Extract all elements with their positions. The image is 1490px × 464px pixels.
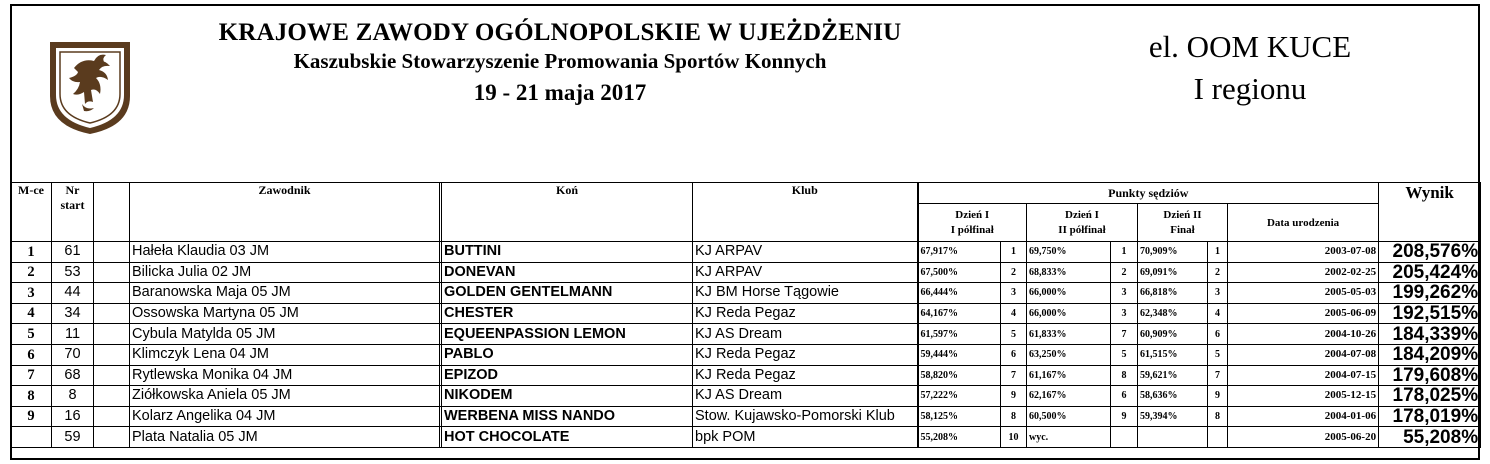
day1-semi2-line1: Dzień I — [1065, 208, 1099, 221]
day2-final-score-cell — [1138, 427, 1208, 448]
start-number-cell: 61 — [52, 242, 94, 263]
col-header-place: M-ce — [11, 183, 52, 242]
day1-semi1-rank-cell: 3 — [1001, 283, 1027, 304]
day1-semi1-rank-cell: 6 — [1001, 344, 1027, 365]
col-header-birth-date: Data urodzenia — [1228, 204, 1379, 242]
day1-semi2-rank-cell: 7 — [1111, 324, 1138, 345]
birth-date-cell: 2004-07-15 — [1228, 365, 1379, 386]
table-row — [11, 262, 1481, 283]
competition-title: KRAJOWE ZAWODY OGÓLNOPOLSKIE W UJEŻDŻENIU — [218, 19, 902, 46]
start-number-cell: 68 — [52, 365, 94, 386]
day2-final-rank-cell: 2 — [1208, 262, 1228, 283]
day1-semi1-rank-cell: 7 — [1001, 365, 1027, 386]
day2-final-rank-cell: 1 — [1208, 242, 1228, 263]
day1-semi1-score-cell: 58,125% — [918, 406, 1001, 427]
club-cell: KJ AS Dream — [693, 386, 918, 407]
blank-cell — [94, 344, 130, 365]
col-header-club: Klub — [693, 183, 918, 242]
table-row — [11, 344, 1481, 365]
day1-semi1-score-cell: 55,208% — [918, 427, 1001, 448]
day1-semi2-score-cell: 63,250% — [1027, 344, 1111, 365]
organizer-name: Kaszubskie Stowarzyszenie Promowania Sportów Konnych — [293, 49, 827, 73]
day1-semi1-score-cell: 64,167% — [918, 303, 1001, 324]
rider-name-cell: Bilicka Julia 02 JM — [130, 262, 440, 283]
day1-semi2-rank-cell: 6 — [1111, 386, 1138, 407]
place-cell: 9 — [11, 406, 52, 427]
table-row — [11, 406, 1481, 427]
day1-semi2-score-cell: 62,167% — [1027, 386, 1111, 407]
day2-final-rank-cell: 8 — [1208, 406, 1228, 427]
rider-name-cell: Cybula Matylda 05 JM — [130, 324, 440, 345]
blank-cell — [94, 324, 130, 345]
day1-semi1-rank-cell: 5 — [1001, 324, 1027, 345]
table-row — [11, 365, 1481, 386]
day2-final-rank-cell: 4 — [1208, 303, 1228, 324]
day1-semi2-score-cell: 61,833% — [1027, 324, 1111, 345]
place-cell: 1 — [11, 242, 52, 263]
club-cell: KJ AS Dream — [693, 324, 918, 345]
day2-final-score-cell: 70,909% — [1138, 242, 1208, 263]
col-header-rider: Zawodnik — [130, 183, 440, 242]
result-cell: 184,339% — [1379, 324, 1481, 345]
day2-final-score-cell: 61,515% — [1138, 344, 1208, 365]
result-cell: 55,208% — [1379, 427, 1481, 448]
blank-cell — [94, 406, 130, 427]
club-cell: KJ Reda Pegaz — [693, 344, 918, 365]
day1-semi1-score-cell: 58,820% — [918, 365, 1001, 386]
day2-final-rank-cell: 5 — [1208, 344, 1228, 365]
table-row — [11, 242, 1481, 263]
horse-name-cell: GOLDEN GENTELMANN — [442, 283, 693, 304]
day2-final-rank-cell: 6 — [1208, 324, 1228, 345]
day2-final-rank-cell — [1208, 427, 1228, 448]
day1-semi2-score-cell: wyc. — [1027, 427, 1111, 448]
horse-name-cell: CHESTER — [442, 303, 693, 324]
birth-date-cell: 2004-10-26 — [1228, 324, 1379, 345]
club-cell: Stow. Kujawsko-Pomorski Klub — [693, 406, 918, 427]
blank-cell — [94, 365, 130, 386]
blank-cell — [94, 427, 130, 448]
club-cell: KJ Reda Pegaz — [693, 303, 918, 324]
birth-date-cell: 2005-05-03 — [1228, 283, 1379, 304]
place-cell: 6 — [11, 344, 52, 365]
griffin-crest-icon — [44, 34, 136, 138]
start-number-cell: 53 — [52, 262, 94, 283]
day1-semi2-rank-cell: 2 — [1111, 262, 1138, 283]
day1-semi2-rank-cell — [1111, 427, 1138, 448]
club-cell: KJ Reda Pegaz — [693, 365, 918, 386]
rider-name-cell: Kolarz Angelika 04 JM — [130, 406, 440, 427]
result-cell: 184,209% — [1379, 344, 1481, 365]
start-number-cell: 44 — [52, 283, 94, 304]
horse-name-cell: WERBENA MISS NANDO — [442, 406, 693, 427]
day1-semi2-rank-cell: 9 — [1111, 406, 1138, 427]
col-header-nr-line1: Nr — [65, 183, 80, 197]
day1-semi2-score-cell: 66,000% — [1027, 283, 1111, 304]
day2-final-line1: Dzień II — [1163, 208, 1202, 221]
result-cell: 205,424% — [1379, 262, 1481, 283]
place-cell: 4 — [11, 303, 52, 324]
birth-date-cell: 2002-02-25 — [1228, 262, 1379, 283]
blank-cell — [94, 242, 130, 263]
result-cell: 208,576% — [1379, 242, 1481, 263]
day1-semi2-rank-cell: 3 — [1111, 303, 1138, 324]
day1-semi2-score-cell: 60,500% — [1027, 406, 1111, 427]
day1-semi1-rank-cell: 9 — [1001, 386, 1027, 407]
day1-semi1-score-cell: 66,444% — [918, 283, 1001, 304]
table-row — [11, 324, 1481, 345]
day1-semi1-line2: I półfinał — [950, 223, 994, 236]
day1-semi2-rank-cell: 1 — [1111, 242, 1138, 263]
day2-final-rank-cell: 9 — [1208, 386, 1228, 407]
start-number-cell: 11 — [52, 324, 94, 345]
results-table — [10, 182, 1481, 448]
category-title: el. OOM KUCE — [1148, 29, 1352, 64]
day1-semi1-rank-cell: 1 — [1001, 242, 1027, 263]
day2-final-score-cell: 62,348% — [1138, 303, 1208, 324]
day1-semi1-score-cell: 59,444% — [918, 344, 1001, 365]
birth-date-cell: 2004-07-08 — [1228, 344, 1379, 365]
day1-semi2-rank-cell: 5 — [1111, 344, 1138, 365]
horse-name-cell: DONEVAN — [442, 262, 693, 283]
horse-name-cell: EPIZOD — [442, 365, 693, 386]
result-cell: 179,608% — [1379, 365, 1481, 386]
horse-name-cell: HOT CHOCOLATE — [442, 427, 693, 448]
day2-final-rank-cell: 3 — [1208, 283, 1228, 304]
col-header-nr — [52, 183, 94, 242]
day2-final-score-cell: 59,621% — [1138, 365, 1208, 386]
result-cell: 199,262% — [1379, 283, 1481, 304]
horse-name-cell: NIKODEM — [442, 386, 693, 407]
birth-date-cell: 2004-01-06 — [1228, 406, 1379, 427]
col-header-result: Wynik — [1379, 183, 1481, 242]
day1-semi1-score-cell: 61,597% — [918, 324, 1001, 345]
start-number-cell: 8 — [52, 386, 94, 407]
rider-name-cell: Hałeła Klaudia 03 JM — [130, 242, 440, 263]
table-row — [11, 303, 1481, 324]
horse-name-cell: BUTTINI — [442, 242, 693, 263]
day2-final-rank-cell: 7 — [1208, 365, 1228, 386]
col-header-nr-line2: start — [60, 198, 85, 212]
table-row — [11, 283, 1481, 304]
day2-final-score-cell: 60,909% — [1138, 324, 1208, 345]
col-header-day1-semi2 — [1027, 204, 1138, 242]
day1-semi1-rank-cell: 8 — [1001, 406, 1027, 427]
birth-date-cell: 2003-07-08 — [1228, 242, 1379, 263]
birth-date-cell: 2005-06-20 — [1228, 427, 1379, 448]
day2-final-line2: Finał — [1170, 223, 1195, 236]
birth-date-cell: 2005-12-15 — [1228, 386, 1379, 407]
rider-name-cell: Plata Natalia 05 JM — [130, 427, 440, 448]
start-number-cell: 34 — [52, 303, 94, 324]
blank-cell — [94, 303, 130, 324]
event-dates: 19 - 21 maja 2017 — [473, 80, 647, 105]
blank-cell — [94, 283, 130, 304]
day2-final-score-cell: 66,818% — [1138, 283, 1208, 304]
place-cell: 3 — [11, 283, 52, 304]
header-row-top — [11, 183, 1481, 204]
place-cell: 2 — [11, 262, 52, 283]
start-number-cell: 59 — [52, 427, 94, 448]
day1-semi1-score-cell: 67,917% — [918, 242, 1001, 263]
day1-semi2-line2: II półfinał — [1058, 223, 1106, 236]
day1-semi2-score-cell: 66,000% — [1027, 303, 1111, 324]
club-cell: KJ ARPAV — [693, 262, 918, 283]
day1-semi1-rank-cell: 2 — [1001, 262, 1027, 283]
horse-name-cell: PABLO — [442, 344, 693, 365]
day1-semi2-score-cell: 61,167% — [1027, 365, 1111, 386]
place-cell: 7 — [11, 365, 52, 386]
col-header-day1-semi1 — [918, 204, 1027, 242]
day1-semi2-rank-cell: 8 — [1111, 365, 1138, 386]
blank-cell — [94, 262, 130, 283]
birth-date-cell: 2005-06-09 — [1228, 303, 1379, 324]
day1-semi2-rank-cell: 3 — [1111, 283, 1138, 304]
rider-name-cell: Rytlewska Monika 04 JM — [130, 365, 440, 386]
day1-semi2-score-cell: 68,833% — [1027, 262, 1111, 283]
rider-name-cell: Ossowska Martyna 05 JM — [130, 303, 440, 324]
rider-name-cell: Klimczyk Lena 04 JM — [130, 344, 440, 365]
day2-final-score-cell: 58,636% — [1138, 386, 1208, 407]
day1-semi1-score-cell: 57,222% — [918, 386, 1001, 407]
col-header-judges: Punkty sędziów — [918, 183, 1379, 204]
start-number-cell: 16 — [52, 406, 94, 427]
col-header-day2-final — [1138, 204, 1228, 242]
rider-name-cell: Ziółkowska Aniela 05 JM — [130, 386, 440, 407]
day1-semi1-line1: Dzień I — [955, 208, 990, 221]
place-cell: 8 — [11, 386, 52, 407]
result-cell: 192,515% — [1379, 303, 1481, 324]
horse-name-cell: EQUEENPASSION LEMON — [442, 324, 693, 345]
table-row — [11, 386, 1481, 407]
rider-name-cell: Baranowska Maja 05 JM — [130, 283, 440, 304]
category-region: I regionu — [1193, 71, 1307, 106]
category-block — [1070, 26, 1430, 110]
col-header-horse: Koń — [442, 183, 693, 242]
start-number-cell: 70 — [52, 344, 94, 365]
result-cell: 178,025% — [1379, 386, 1481, 407]
table-row — [11, 427, 1481, 448]
day1-semi2-score-cell: 69,750% — [1027, 242, 1111, 263]
day1-semi1-rank-cell: 10 — [1001, 427, 1027, 448]
results-body — [11, 242, 1481, 448]
club-cell: KJ ARPAV — [693, 242, 918, 263]
place-cell: 5 — [11, 324, 52, 345]
result-cell: 178,019% — [1379, 406, 1481, 427]
day1-semi1-score-cell: 67,500% — [918, 262, 1001, 283]
day1-semi1-rank-cell: 4 — [1001, 303, 1027, 324]
club-cell: KJ BM Horse Tągowie — [693, 283, 918, 304]
day2-final-score-cell: 59,394% — [1138, 406, 1208, 427]
club-cell: bpk POM — [693, 427, 918, 448]
place-cell — [11, 427, 52, 448]
blank-cell — [94, 386, 130, 407]
competition-title-block — [155, 18, 965, 109]
col-header-blank — [94, 183, 130, 242]
day2-final-score-cell: 69,091% — [1138, 262, 1208, 283]
